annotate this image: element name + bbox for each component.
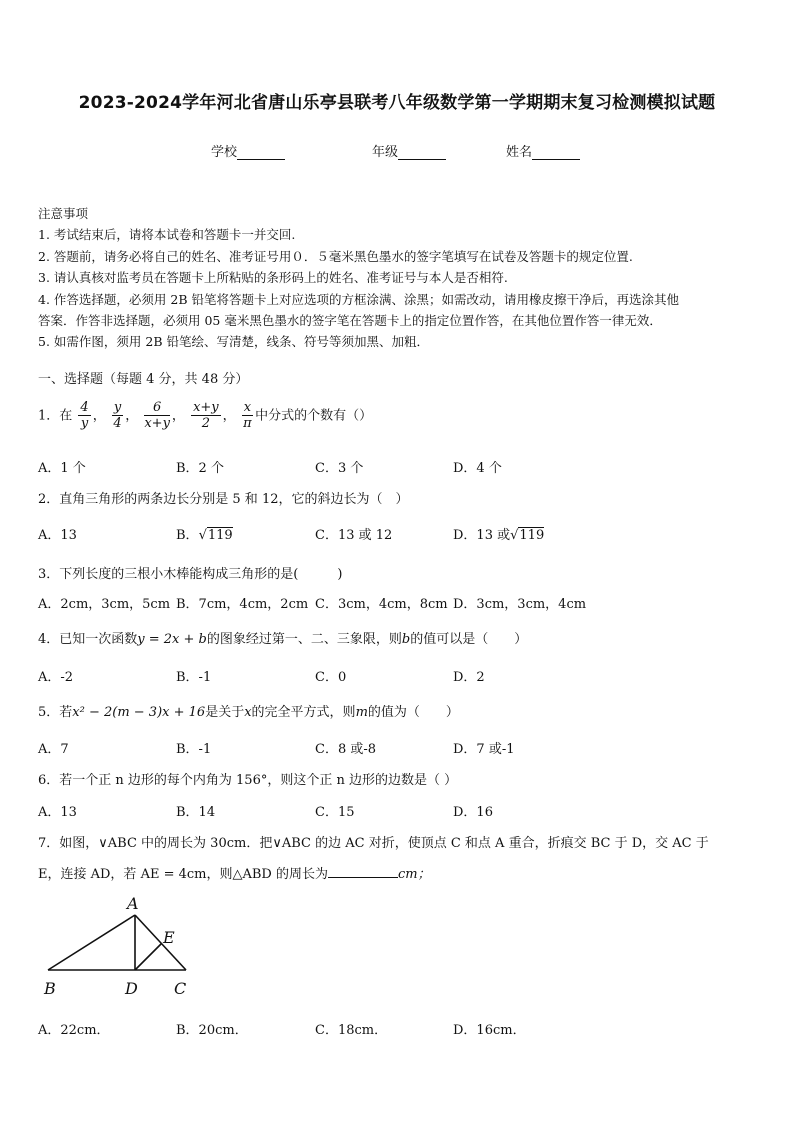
- label-d: D: [125, 979, 138, 998]
- notice-item: 4. 作答选择题，必须用 2B 铅笔将答题卡上对应选项的方框涂满、涂黑；如需改动，请用橡皮擦干净后，再选涂其他: [38, 291, 679, 307]
- label-b: B: [44, 979, 56, 998]
- q5-options: [0, 738, 794, 756]
- option-a[interactable]: A．13: [38, 528, 77, 543]
- option-d[interactable]: D．3cm，3cm，4cm: [453, 597, 587, 612]
- notice-section: [38, 203, 763, 353]
- option-a[interactable]: A．13: [38, 805, 77, 820]
- notice-heading: 注意事项: [38, 206, 89, 221]
- option-a[interactable]: A．7: [38, 742, 69, 757]
- option-c[interactable]: C．8 或-8: [315, 742, 377, 757]
- answer-blank: [328, 865, 398, 878]
- option-c[interactable]: C．3cm，4cm，8cm: [315, 597, 448, 612]
- option-b[interactable]: B．7cm，4cm，2cm: [176, 597, 309, 612]
- label-c: C: [174, 979, 187, 998]
- question-7-line-2: E，连接 AD，若 AE = 4cm，则△ABD 的周长为 cm；: [38, 867, 431, 882]
- name-field[interactable]: 姓名: [506, 141, 580, 160]
- option-d[interactable]: D．16: [453, 805, 493, 820]
- option-d[interactable]: D．7 或-1: [453, 742, 515, 757]
- label-a: A: [127, 894, 139, 913]
- option-b[interactable]: B．20cm．: [176, 1023, 248, 1038]
- fraction: $\frac{x}{\pi}$: [243, 400, 252, 431]
- notice-item: 1. 考试结束后，请将本试卷和答题卡一并交回.: [38, 227, 296, 243]
- option-c[interactable]: C．18cm．: [315, 1023, 388, 1038]
- grade-field[interactable]: 年级: [372, 141, 446, 160]
- q4-options: [0, 666, 794, 684]
- notice-item: 3. 请认真核对监考员在答题卡上所粘贴的条形码上的姓名、准考证号与本人是否相符.: [38, 270, 508, 286]
- q3-options: [0, 593, 794, 611]
- question-2: 2．直角三角形的两条边长分别是 5 和 12，它的斜边长为（ ）: [38, 492, 409, 507]
- fraction: $\frac{y}{4}$: [113, 400, 122, 431]
- fraction: $\frac{x+y}{2}$: [193, 400, 219, 431]
- option-a[interactable]: A．22cm．: [38, 1023, 110, 1038]
- notice-item: 5. 如需作图，须用 2B 铅笔绘、写清楚，线条、符号等须加黑、加粗．: [38, 334, 429, 350]
- segment-de: [135, 944, 161, 970]
- q7-options: [0, 1019, 794, 1037]
- option-c[interactable]: C．15: [315, 805, 355, 820]
- school-field[interactable]: 学校: [211, 141, 285, 160]
- option-c[interactable]: C．3 个: [315, 461, 364, 476]
- section-heading: 一、选择题（每题 4 分，共 48 分）: [38, 372, 249, 387]
- option-d[interactable]: D．4 个: [453, 461, 502, 476]
- question-1: 1．在 $\frac{4}{y}$ ， $\frac{y}{4}$ ， $\frac{6}{x+y}$ ， $\frac{x+y}{2}$ ， $\frac{x}{\pi}$ 中分式的个数有（）: [38, 400, 373, 431]
- q2-options: [0, 524, 794, 542]
- page-title: 2023-2024学年河北省唐山乐亭县联考八年级数学第一学期期末复习检测模拟试题: [78, 93, 716, 113]
- question-4: 4．已知一次函数y = 2x + b的图象经过第一、二、三象限，则b的值可以是（ ）: [38, 632, 528, 647]
- option-a[interactable]: A．1 个: [38, 461, 86, 476]
- option-d[interactable]: D．13 或√119: [453, 528, 545, 543]
- option-b[interactable]: B．-1: [176, 670, 212, 685]
- option-a[interactable]: A．2cm，3cm，5cm: [38, 597, 171, 612]
- math-expression: y = 2x + b: [137, 632, 207, 647]
- segment-ab: [48, 915, 135, 970]
- option-b[interactable]: B．-1: [176, 742, 212, 757]
- option-b[interactable]: B．14: [176, 805, 216, 820]
- option-c[interactable]: C．0: [315, 670, 347, 685]
- q1-options: [0, 457, 794, 475]
- question-6: 6．若一个正 n 边形的每个内角为 156°，则这个正 n 边形的边数是（ ）: [38, 773, 458, 788]
- option-b[interactable]: B．2 个: [176, 461, 224, 476]
- question-5: 5．若x² − 2(m − 3)x + 16是关于x的完全平方式，则m的值为（ ）: [38, 705, 459, 720]
- math-expression: x² − 2(m − 3)x + 16: [72, 705, 206, 720]
- fraction: $\frac{6}{x+y}$: [144, 400, 170, 431]
- q6-options: [0, 801, 794, 819]
- option-b[interactable]: B．√119: [176, 528, 233, 543]
- option-c[interactable]: C．13 或 12: [315, 528, 393, 543]
- option-d[interactable]: D．16cm．: [453, 1023, 526, 1038]
- notice-item: 2. 答题前，请务必将自己的姓名、准考证号用０．５毫米黑色墨水的签字笔填写在试卷及答题卡的规定位置.: [38, 248, 633, 264]
- fraction: $\frac{4}{y}$: [80, 400, 89, 431]
- question-3: 3．下列长度的三根小木棒能构成三角形的是( ): [38, 567, 343, 582]
- label-e: E: [163, 928, 175, 947]
- question-7-line-1: 7．如图，∨ABC 中的周长为 30cm．把∨ABC 的边 AC 对折，使顶点 C 和点 A 重合，折痕交 BC 于 D，交 AC 于: [38, 836, 709, 851]
- triangle-figure: [40, 893, 200, 1003]
- option-d[interactable]: D．2: [453, 670, 485, 685]
- notice-item: 答案．作答非选择题，必须用 05 毫米黑色墨水的签字笔在答题卡上的指定位置作答，在其他位置作答一律无效．: [38, 313, 662, 329]
- option-a[interactable]: A．-2: [38, 670, 74, 685]
